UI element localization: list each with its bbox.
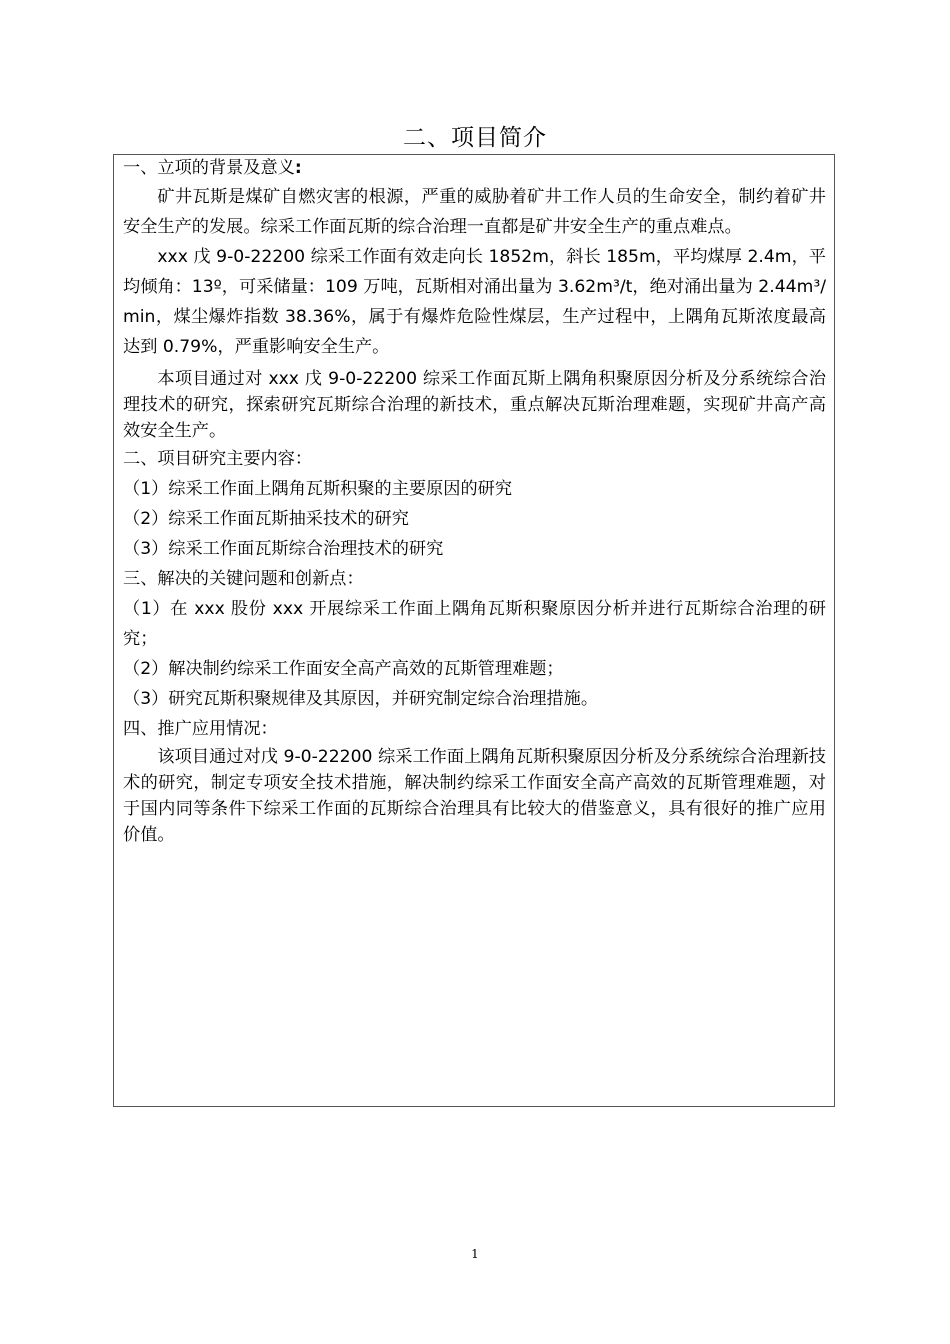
background-paragraph-3: 本项目通过对 xxx 戊 9-0-22200 综采工作面瓦斯上隅角积聚原因分析及分系统综合治理技术的研究，探索研究瓦斯综合治理的新技术，重点解决瓦斯治理难题，实现矿井高产高效安全生产。: [123, 369, 826, 441]
background-heading: [123, 155, 826, 182]
page-number: 1: [471, 1247, 479, 1261]
page-title: 二、项目简介: [403, 125, 547, 151]
background-paragraph-1: 矿井瓦斯是煤矿自燃灾害的根源，严重的威胁着矿井工作人员的生命安全，制约着矿井安全生产的发展。综采工作面瓦斯的综合治理一直都是矿井安全生产的重点难点。: [123, 187, 826, 237]
background-heading-text: 一、立项的背景及意义: [123, 158, 295, 178]
background-paragraph-2: xxx 戊 9-0-22200 综采工作面有效走向长 1852m，斜长 185m，平均煤厚 2.4m，平均倾角：13º，可采储量：109 万吨，瓦斯相对涌出量为 3.62m³/t，绝对涌出量为 2.44m³/min，煤尘爆炸指数 38.36%，属于有爆炸危险性煤层，生产过程中，上隅角瓦斯浓度最高达到 0.79%，严重影响安全生产。: [123, 247, 826, 357]
background-heading-colon: :: [294, 158, 302, 178]
content-item-2: （2）综采工作面瓦斯抽采技术的研究: [123, 509, 409, 529]
key-issues-heading: 三、解决的关键问题和创新点：: [123, 569, 364, 589]
content-heading: 二、项目研究主要内容：: [123, 449, 313, 469]
content-item-3: （3）综采工作面瓦斯综合治理技术的研究: [123, 539, 444, 559]
content-item-1: （1）综采工作面上隅角瓦斯积聚的主要原因的研究: [123, 479, 513, 499]
key-issues-item-1: （1）在 xxx 股份 xxx 开展综采工作面上隅角瓦斯积聚原因分析并进行瓦斯综合治理的研究；: [123, 599, 826, 649]
application-paragraph: 该项目通过对戊 9-0-22200 综采工作面上隅角瓦斯积聚原因分析及分系统综合治理新技术的研究，制定专项安全技术措施，解决制约综采工作面安全高产高效的瓦斯管理难题，对于国内同等条件下综采工作面的瓦斯综合治理具有比较大的借鉴意义，具有很好的推广应用价值。: [123, 747, 826, 845]
application-heading: 四、推广应用情况：: [123, 719, 278, 739]
content-box: [113, 154, 835, 1107]
key-issues-item-3: （3）研究瓦斯积聚规律及其原因，并研究制定综合治理措施。: [123, 689, 599, 709]
key-issues-item-2: （2）解决制约综采工作面安全高产高效的瓦斯管理难题；: [123, 659, 564, 679]
